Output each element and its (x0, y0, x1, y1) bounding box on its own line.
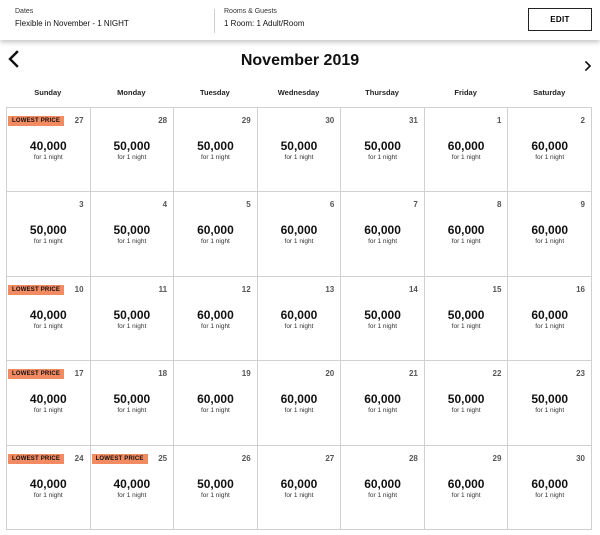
lowest-price-badge: LOWEST PRICE (8, 285, 64, 295)
lowest-price-badge: LOWEST PRICE (8, 369, 64, 379)
price-note: for 1 night (33, 407, 63, 415)
price-note: for 1 night (368, 407, 398, 415)
day-number: 16 (576, 284, 585, 294)
calendar-day-cell[interactable] (507, 191, 592, 276)
calendar-day-cell[interactable] (507, 107, 592, 192)
price-note: for 1 night (117, 407, 147, 415)
lowest-price-badge: LOWEST PRICE (8, 116, 64, 126)
day-number: 20 (325, 369, 335, 379)
price-note: for 1 night (535, 322, 565, 330)
calendar-day-cell[interactable] (173, 445, 258, 530)
calendar-day-cell[interactable] (340, 445, 425, 530)
price-note: for 1 night (33, 491, 63, 499)
price-note: for 1 night (451, 238, 481, 246)
lowest-price-badge: LOWEST PRICE (92, 454, 148, 464)
day-number: 4 (162, 200, 168, 210)
price-note: for 1 night (284, 322, 314, 330)
price-note: for 1 night (200, 322, 230, 330)
calendar-day-cell[interactable] (90, 360, 175, 445)
day-number: 29 (241, 116, 251, 125)
calendar-day-cell[interactable] (257, 445, 342, 530)
day-number: 30 (576, 453, 585, 463)
day-number: 13 (325, 284, 335, 294)
day-number: 11 (158, 284, 168, 294)
calendar-day-cell[interactable] (507, 360, 592, 445)
price-note: for 1 night (451, 491, 481, 499)
day-number: 24 (74, 453, 84, 463)
day-price: 60,000 (197, 392, 234, 407)
calendar-day-cell[interactable] (90, 276, 175, 361)
price-note: for 1 night (368, 238, 398, 246)
day-number: 23 (576, 369, 585, 379)
calendar-day-cell[interactable] (173, 276, 258, 361)
day-number: 28 (408, 453, 418, 463)
calendar-day-cell[interactable] (6, 191, 91, 276)
day-price: 50,000 (364, 307, 401, 322)
weekday-saturday: Saturday (533, 88, 566, 97)
weekday-monday: Monday (117, 88, 146, 97)
day-number: 2 (580, 116, 585, 125)
calendar-day-cell[interactable] (424, 107, 509, 192)
day-number: 29 (492, 453, 502, 463)
day-number: 25 (158, 453, 168, 463)
weekday-sunday: Sunday (34, 88, 62, 97)
price-note: for 1 night (451, 322, 481, 330)
price-note: for 1 night (284, 238, 314, 246)
search-summary-bar (0, 0, 600, 40)
price-note: for 1 night (200, 407, 230, 415)
calendar-day-cell[interactable] (6, 445, 91, 530)
dates-value: Flexible in November - 1 NIGHT (15, 19, 129, 28)
rooms-guests-label: Rooms & Guests (224, 8, 277, 15)
day-price: 40,000 (29, 307, 67, 322)
price-note: for 1 night (284, 407, 314, 415)
day-number: 19 (241, 369, 251, 379)
calendar-day-cell[interactable] (257, 360, 342, 445)
edit-button[interactable]: EDIT (528, 8, 592, 31)
day-number: 7 (413, 200, 418, 210)
calendar-day-cell[interactable] (257, 276, 342, 361)
day-number: 18 (158, 369, 168, 379)
day-price: 60,000 (364, 476, 401, 491)
chevron-right-icon[interactable] (582, 58, 594, 74)
calendar-day-cell[interactable] (257, 191, 342, 276)
calendar-day-cell[interactable] (424, 445, 509, 530)
price-note: for 1 night (368, 322, 398, 330)
price-note: for 1 night (284, 491, 314, 499)
calendar-grid (6, 107, 591, 529)
day-price: 50,000 (113, 223, 151, 238)
weekday-wednesday: Wednesday (277, 88, 320, 97)
day-price: 60,000 (280, 223, 318, 238)
calendar-day-cell[interactable] (6, 276, 91, 361)
day-number: 14 (408, 284, 418, 294)
day-number: 6 (329, 200, 335, 210)
day-price: 60,000 (447, 223, 485, 238)
day-number: 12 (241, 284, 251, 294)
price-note: for 1 night (117, 238, 147, 246)
month-title: November 2019 (240, 52, 360, 69)
weekday-header-row (6, 88, 591, 100)
day-price: 50,000 (364, 139, 401, 153)
day-price: 60,000 (280, 307, 318, 322)
day-number: 15 (492, 284, 502, 294)
day-price: 60,000 (280, 476, 318, 491)
price-note: for 1 night (535, 154, 565, 161)
price-note: for 1 night (117, 322, 147, 330)
day-number: 21 (408, 369, 418, 379)
day-number: 27 (74, 116, 84, 125)
lowest-price-badge: LOWEST PRICE (8, 454, 64, 464)
calendar-day-cell[interactable] (424, 360, 509, 445)
day-number: 17 (74, 369, 84, 379)
day-price: 60,000 (447, 139, 485, 153)
calendar-day-cell[interactable] (424, 191, 509, 276)
day-price: 40,000 (29, 476, 67, 491)
calendar-day-cell[interactable] (340, 276, 425, 361)
day-price: 60,000 (197, 223, 234, 238)
price-note: for 1 night (33, 238, 63, 246)
price-note: for 1 night (535, 407, 565, 415)
price-note: for 1 night (284, 154, 314, 161)
rooms-guests-field[interactable] (224, 7, 304, 29)
weekday-thursday: Thursday (365, 88, 399, 97)
calendar-day-cell[interactable] (90, 445, 175, 530)
day-price: 50,000 (280, 139, 318, 153)
calendar-day-cell[interactable] (340, 360, 425, 445)
price-note: for 1 night (535, 238, 565, 246)
day-price: 40,000 (29, 392, 67, 407)
calendar-day-cell[interactable] (90, 191, 175, 276)
day-number: 8 (496, 200, 502, 210)
price-note: for 1 night (117, 154, 147, 161)
day-price: 50,000 (113, 392, 151, 407)
day-price: 50,000 (447, 392, 485, 407)
day-price: 40,000 (29, 139, 67, 153)
day-price: 50,000 (197, 139, 234, 153)
day-number: 27 (325, 453, 335, 463)
field-divider (214, 9, 215, 33)
day-number: 30 (325, 116, 335, 125)
day-number: 31 (408, 116, 418, 125)
day-number: 22 (492, 369, 502, 379)
day-price: 60,000 (364, 392, 401, 407)
price-note: for 1 night (33, 322, 63, 330)
price-note: for 1 night (33, 154, 63, 161)
calendar-day-cell[interactable] (173, 191, 258, 276)
day-number: 3 (79, 200, 84, 210)
day-price: 60,000 (531, 139, 569, 153)
calendar-day-cell[interactable] (6, 360, 91, 445)
price-note: for 1 night (200, 154, 230, 161)
weekday-friday: Friday (454, 88, 477, 97)
day-price: 50,000 (29, 223, 67, 238)
day-price: 60,000 (531, 307, 569, 322)
calendar-day-cell[interactable] (6, 107, 91, 192)
dates-field[interactable] (15, 7, 129, 29)
price-note: for 1 night (451, 407, 481, 415)
day-price: 60,000 (531, 476, 569, 491)
price-note: for 1 night (535, 491, 565, 499)
calendar-day-cell[interactable] (424, 276, 509, 361)
day-price: 60,000 (197, 307, 234, 322)
calendar-day-cell[interactable] (90, 107, 175, 192)
day-number: 9 (580, 200, 585, 210)
calendar-day-cell[interactable] (173, 360, 258, 445)
weekday-tuesday: Tuesday (199, 88, 230, 97)
calendar-day-cell[interactable] (507, 445, 592, 530)
calendar-day-cell[interactable] (173, 107, 258, 192)
day-price: 60,000 (447, 476, 485, 491)
price-note: for 1 night (368, 154, 398, 161)
day-price: 50,000 (113, 139, 151, 153)
calendar-day-cell[interactable] (340, 191, 425, 276)
calendar-day-cell[interactable] (257, 107, 342, 192)
day-number: 5 (246, 200, 251, 210)
day-number: 26 (241, 453, 251, 463)
day-price: 60,000 (364, 223, 401, 238)
day-price: 50,000 (113, 307, 151, 322)
day-number: 10 (74, 284, 84, 294)
day-price: 60,000 (280, 392, 318, 407)
day-number: 28 (158, 116, 168, 125)
day-price: 50,000 (447, 307, 485, 322)
price-note: for 1 night (117, 491, 147, 499)
price-note: for 1 night (368, 491, 398, 499)
calendar-day-cell[interactable] (340, 107, 425, 192)
price-note: for 1 night (200, 238, 230, 246)
price-note: for 1 night (451, 154, 481, 161)
price-note: for 1 night (200, 491, 230, 499)
day-number: 1 (496, 116, 502, 125)
day-price: 50,000 (197, 476, 234, 491)
dates-label: Dates (15, 8, 34, 15)
day-price: 40,000 (113, 476, 151, 491)
calendar-day-cell[interactable] (507, 276, 592, 361)
rooms-guests-value: 1 Room: 1 Adult/Room (224, 19, 305, 28)
day-price: 60,000 (531, 223, 569, 238)
day-price: 50,000 (531, 392, 569, 407)
